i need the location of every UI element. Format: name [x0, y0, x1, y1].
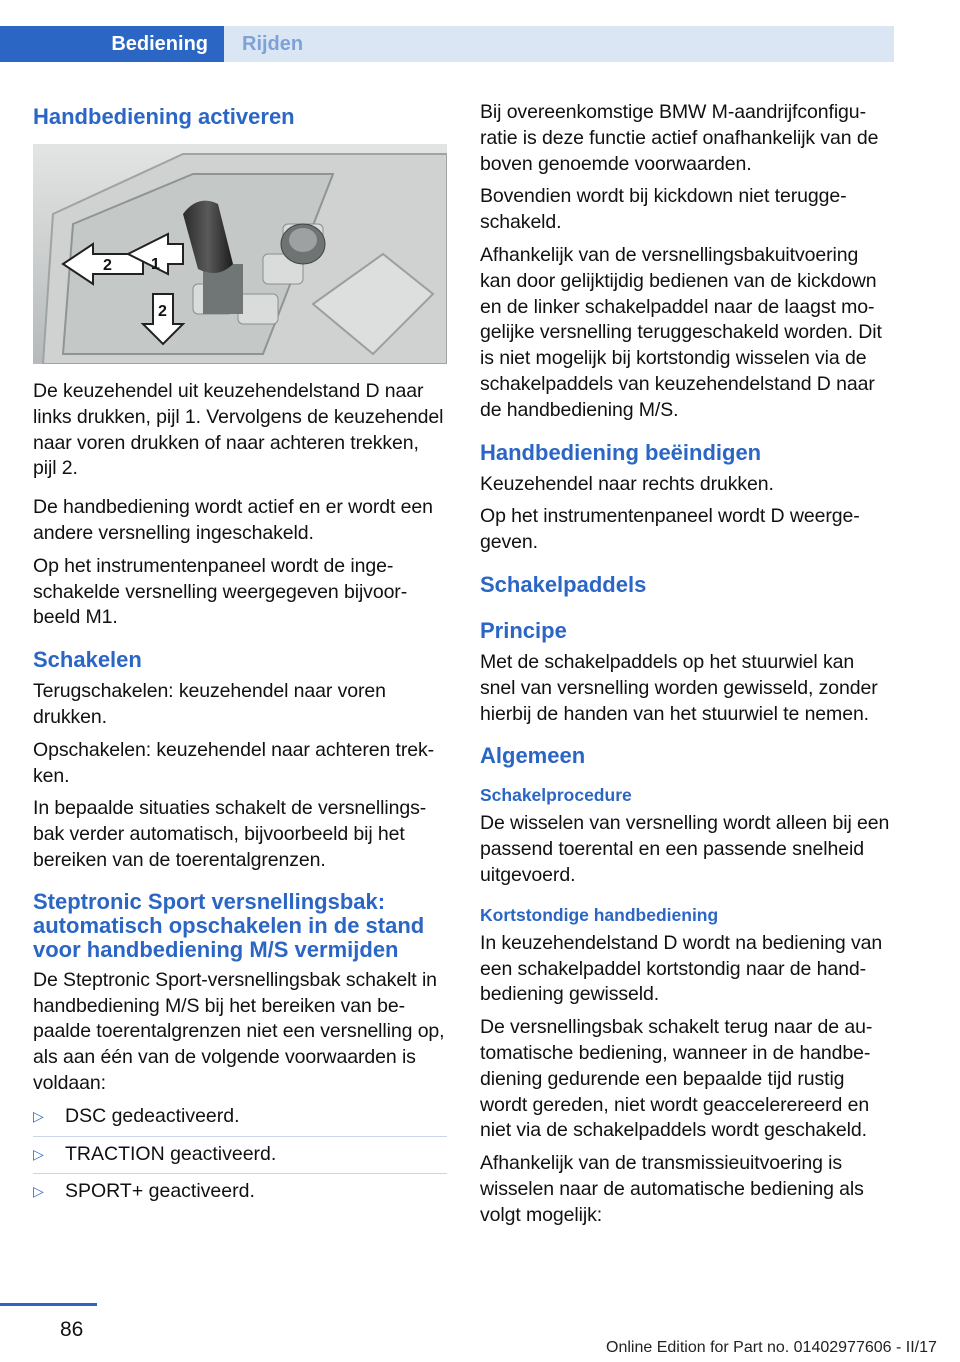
paragraph: In keuzehendelstand D wordt na bediening van een schakelpaddel kortstondig naar de handbediening gewisseld. [480, 931, 883, 1006]
heading-steptronic: Steptronic Sport versnellingsbak: automatisch opschakelen in de stand voor handbediening M/S vermijden [33, 888, 425, 962]
paragraph: De wisselen van versnelling wordt alleen bij een passend toerental en een passende snelheid uitgevoerd. [480, 812, 890, 886]
gear-selector-illustration [33, 144, 447, 364]
arrow-2-label: 2 [103, 257, 112, 274]
heading-principe: Principe [480, 617, 567, 643]
heading-algemeen: Algemeen [480, 743, 586, 769]
paragraph: Op het instrumentenpaneel wordt D weergegeven. [480, 505, 860, 554]
page-number-rule [0, 1303, 97, 1306]
paragraph: Bovendien wordt bij kickdown niet teruggeschakeld. [480, 185, 847, 234]
heading-schakelen: Schakelen [33, 647, 142, 673]
right-column [480, 100, 894, 1236]
left-column [33, 100, 447, 1216]
heading-schakelpaddels: Schakelpaddels [480, 571, 647, 597]
tab-rijden[interactable]: Rijden [224, 26, 894, 62]
paragraph: De handbediening wordt actief en er wordt een andere versnelling ingeschakeld. [33, 496, 433, 544]
triangle-bullet-icon: ▷ [33, 1145, 44, 1162]
list-item: ▷ SPORT+ geactiveerd. [33, 1179, 447, 1211]
tab-bediening[interactable]: Bediening [0, 26, 224, 62]
paragraph: Afhankelijk van de versnellingsbakuitvoering kan door gelijktijdig bedienen van de kickdown en de linker schakelpaddel naar de laagst mogelijke versnelling teruggeschakeld worden. Dit is niet mogelijk bij kortstondig wisselen via de schakelpaddels van keuzehendelstand D naar de handbediening M/S. [480, 243, 882, 421]
paragraph: De keuzehendel uit keuzehendelstand D naar links drukken, pijl 1. Vervolgens de keuzehendel naar voren drukken of naar achteren trekken, pijl 2. [33, 380, 444, 480]
heading-handbediening-beeindigen: Handbediening beëindigen [480, 439, 762, 465]
arrow-2b-label: 2 [158, 303, 167, 320]
heading-handbediening-activeren: Handbediening activeren [33, 104, 295, 129]
paragraph: Keuzehendel naar rechts drukken. [480, 472, 774, 495]
paragraph: In bepaalde situaties schakelt de versnellingsbak verder automatisch, bijvoorbeeld bij het bereiken van de toerentalgrenzen. [33, 797, 427, 871]
list-item: ▷ TRACTION geactiveerd. [33, 1142, 447, 1175]
paragraph: Met de schakelpaddels op het stuurwiel kan snel van versnelling worden gewisseld, zonder hierbij de handen van het stuurwiel te nemen. [480, 650, 878, 725]
triangle-bullet-icon: ▷ [33, 1183, 44, 1200]
arrow-1-label: 1 [151, 256, 160, 273]
paragraph: Opschakelen: keuzehendel naar achteren trekken. [33, 738, 435, 787]
heading-schakelprocedure: Schakelprocedure [480, 785, 632, 806]
heading-kortstondige-handbediening: Kortstondige handbediening [480, 904, 719, 925]
header-tabs [0, 0, 960, 62]
triangle-bullet-icon: ▷ [33, 1107, 44, 1124]
paragraph: De versnellingsbak schakelt terug naar de automatische bediening, wanneer in de handbediening gedurende een bepaalde tijd rustig wordt gereden, niet wordt geaccelerereerd en niet via de schakelpaddels wordt geschakeld. [480, 1016, 873, 1142]
paragraph: Bij overeenkomstige BMW M-aandrijfconfiguratie is deze functie actief onafhankelijk van de boven genoemde voorwaarden. [480, 101, 879, 175]
edition-note: Online Edition for Part no. 01402977606 - II/17 [606, 1339, 937, 1356]
paragraph: De Steptronic Sport-versnellingsbak schakelt in handbediening M/S bij het bereiken van bepaalde toerentalgrenzen niet een versnelling op, als aan één van de volgende voorwaarden is voldaan: [33, 968, 445, 1094]
paragraph: Op het instrumentenpaneel wordt de ingeschakelde versnelling weergegeven bijvoorbeeld M1. [33, 554, 408, 629]
page-number: 86 [60, 1318, 84, 1341]
list-item: ▷ DSC gedeactiveerd. [33, 1104, 447, 1137]
paragraph: Afhankelijk van de transmissieuitvoering is wisselen naar de automatische bediening als volgt mogelijk: [480, 1152, 864, 1226]
gear-selector-figure [33, 144, 447, 364]
paragraph: Terugschakelen: keuzehendel naar voren drukken. [33, 680, 386, 728]
conditions-list [33, 1104, 447, 1211]
